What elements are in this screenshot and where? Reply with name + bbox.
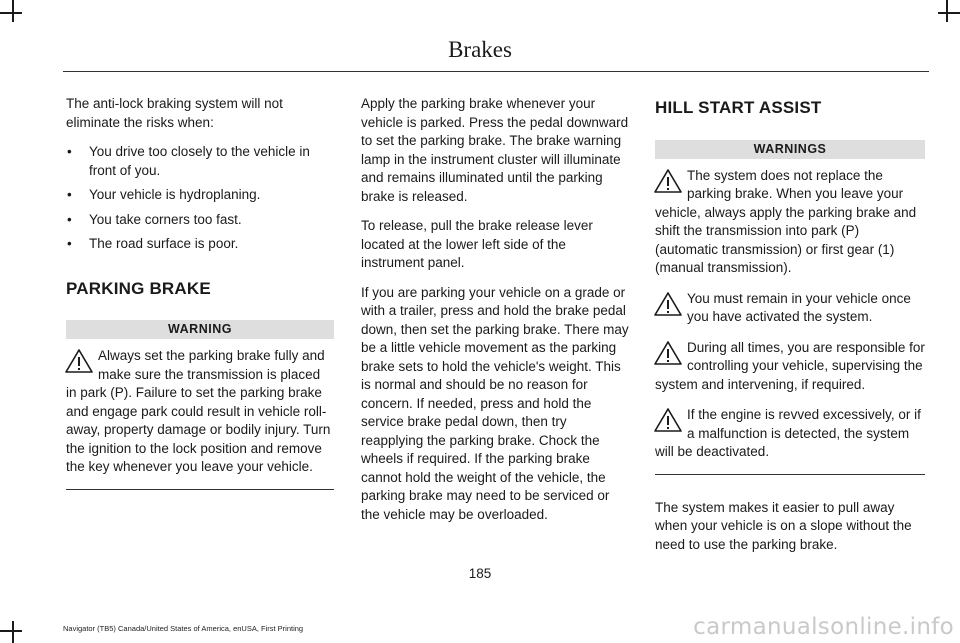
paragraph: To release, pull the brake release lever located at the lower left side of the instrument panel. <box>361 218 593 270</box>
warning-heading: WARNING <box>66 320 334 339</box>
warning-triangle-icon <box>64 348 94 374</box>
section-title-hill-start-assist: HILL START ASSIST <box>655 98 822 117</box>
paragraph: Apply the parking brake whenever your vehicle is parked. Press the pedal downward to set the parking brake. The brake warning lamp in the instrument cluster will illuminate and remains illuminated until the parking brake is released. <box>361 96 629 204</box>
abs-intro: The anti-lock braking system will not eliminate the risks when: <box>66 96 283 130</box>
list-item: • You take corners too fast. <box>66 211 334 230</box>
warning-divider <box>66 489 334 490</box>
warning-item <box>655 290 925 327</box>
warning-item <box>655 339 925 395</box>
column-right <box>655 95 925 565</box>
watermark: carmanualsonline.info <box>693 614 954 640</box>
column-left <box>66 95 334 514</box>
edition-footer: Navigator (TB5) Canada/United States of America, enUSA, First Printing <box>63 624 304 633</box>
section-title-parking-brake: PARKING BRAKE <box>66 278 211 298</box>
page-title: Brakes <box>448 37 512 62</box>
warnings-heading: WARNINGS <box>655 140 925 159</box>
list-item: • You drive too closely to the vehicle in front of you. <box>66 143 334 180</box>
column-middle <box>361 95 631 535</box>
list-item: • Your vehicle is hydroplaning. <box>66 186 334 205</box>
crop-mark <box>938 12 960 14</box>
warning-text: If the engine is revved excessively, or if a malfunction is detected, the system will be deactivated. <box>655 407 921 459</box>
paragraph: If you are parking your vehicle on a grade or with a trailer, press and hold the brake pedal down, then set the parking brake. There may be a little vehicle movement as the parking brake sets to hold the vehicle's weight. This is normal and should be no reason for concern. If needed, press and hold the service brake pedal down, then try reapplying the parking brake. Chock the wheels if required. If the parking brake cannot hold the weight of the vehicle, the parking brake may need to be serviced or the vehicle may be overloaded. <box>361 284 629 522</box>
warning-item <box>655 406 925 462</box>
crop-mark <box>12 0 14 22</box>
warning-text: Always set the parking brake fully and make sure the transmission is placed in park (P). Failure to set the parking brake and engage park could result in vehicle roll-away, property damage or bodily injury. Turn the ignition to the lock position and remove the key whenever you leave your vehicle. <box>66 348 331 474</box>
crop-mark <box>12 621 14 643</box>
warning-triangle-icon <box>653 340 683 366</box>
crop-mark <box>946 0 948 22</box>
warning-text: You must remain in your vehicle once you have activated the system. <box>687 290 911 324</box>
warning-item <box>66 347 334 477</box>
warning-text: The system does not replace the parking brake. When you leave your vehicle, always apply the parking brake and shift the transmission into park (P) (automatic transmission) or first gear (1) (manual transmission). <box>655 167 917 275</box>
warning-item <box>655 167 925 278</box>
crop-mark <box>0 12 22 14</box>
warning-text: During all times, you are responsible for controlling your vehicle, supervising the system and intervening, if required. <box>655 339 925 392</box>
warning-triangle-icon <box>653 168 683 194</box>
abs-risk-list <box>66 143 334 254</box>
warning-triangle-icon <box>653 291 683 317</box>
hill-start-description: The system makes it easier to pull away when your vehicle is on a slope without the need to use the parking brake. <box>655 499 912 552</box>
warnings-divider <box>655 474 925 475</box>
list-item: • The road surface is poor. <box>66 235 334 254</box>
page-number: 185 <box>468 566 492 581</box>
header-divider <box>63 71 929 72</box>
warning-triangle-icon <box>653 407 683 433</box>
crop-mark <box>0 630 22 632</box>
